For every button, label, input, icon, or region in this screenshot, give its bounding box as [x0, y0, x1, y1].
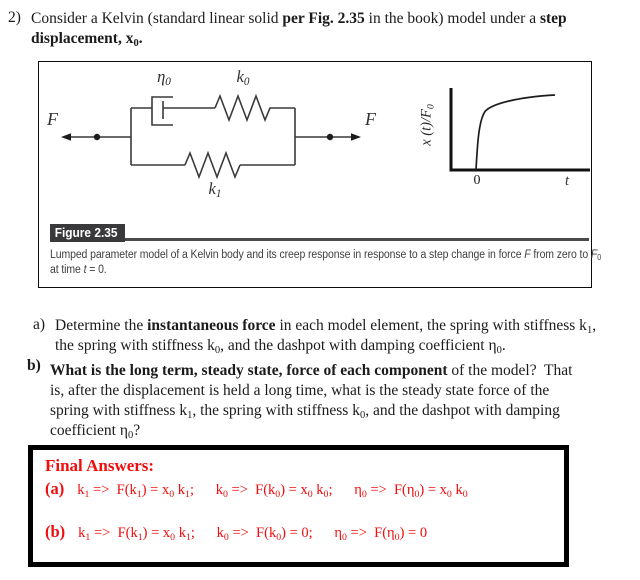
- problem-number: 2): [8, 9, 21, 26]
- answer-row-b: [45, 522, 564, 542]
- dashpot-coefficient-label: $\eta_0$: [157, 67, 171, 89]
- answer-b-label: (b): [45, 522, 66, 541]
- spring-k0-label: $k_0$: [236, 67, 250, 89]
- graph-y-axis-label: x $(t)/F_0$: [418, 104, 437, 146]
- graph-x-axis-label: t: [565, 173, 570, 189]
- question-b-label: b): [27, 357, 41, 374]
- figure-number-badge: [50, 224, 125, 242]
- force-label-right: F: [365, 109, 376, 129]
- answer-b-formula: $k_1 => F(k_1) = x_0$ $k_1$; $k_0 => F(k_0) = 0$; $\eta_0 => F(\eta_0) = 0$: [78, 525, 428, 543]
- force-label-left: F: [47, 109, 58, 129]
- answer-a-formula: $k_1 => F(k_1) = x_0$ $k_1$; $k_0 => F(k_0) = x_0$ $k_0$; $\eta_0 => F(\eta_0) = x_0$ $k_0$: [77, 482, 468, 500]
- graph-origin-label: 0: [473, 173, 481, 188]
- figure-caption: Lumped parameter model of a Kelvin body and its creep response in response to a step change in force F from zero to $F_0$ at time t = 0.: [50, 249, 602, 276]
- figure-box: [38, 61, 602, 288]
- final-answers-box: [28, 445, 569, 567]
- answer-row-a: [45, 479, 564, 499]
- final-answers-heading: Final Answers:: [45, 456, 155, 475]
- answer-a-label: (a): [45, 479, 65, 498]
- figure-number: Figure 2.35: [54, 226, 118, 240]
- question-a-text: Determine the instantaneous force in each model element, the spring with stiffness $k_1$, the spring with stiffness $k_0$, and the dashpot with damping coefficient $\eta_0$.: [55, 317, 597, 356]
- problem-intro-text: Consider a Kelvin (standard linear solid per Fig. 2.35 in the book) model under a step displacement, $x_0$.: [31, 10, 567, 49]
- kelvin-model-diagram: [39, 62, 591, 222]
- question-b-text: What is the long term, steady state, force of each component of the model? That is, after the displacement is held a long time, what is the steady state force of the spring with stiffness $k_1$, the spring with stiffness $k_0$, and the dashpot with damping coefficient $\eta_0$?: [50, 362, 573, 441]
- question-a-label: a): [33, 316, 46, 333]
- caption-divider-rule: [125, 238, 589, 241]
- spring-k1-label: $k_1$: [208, 179, 222, 201]
